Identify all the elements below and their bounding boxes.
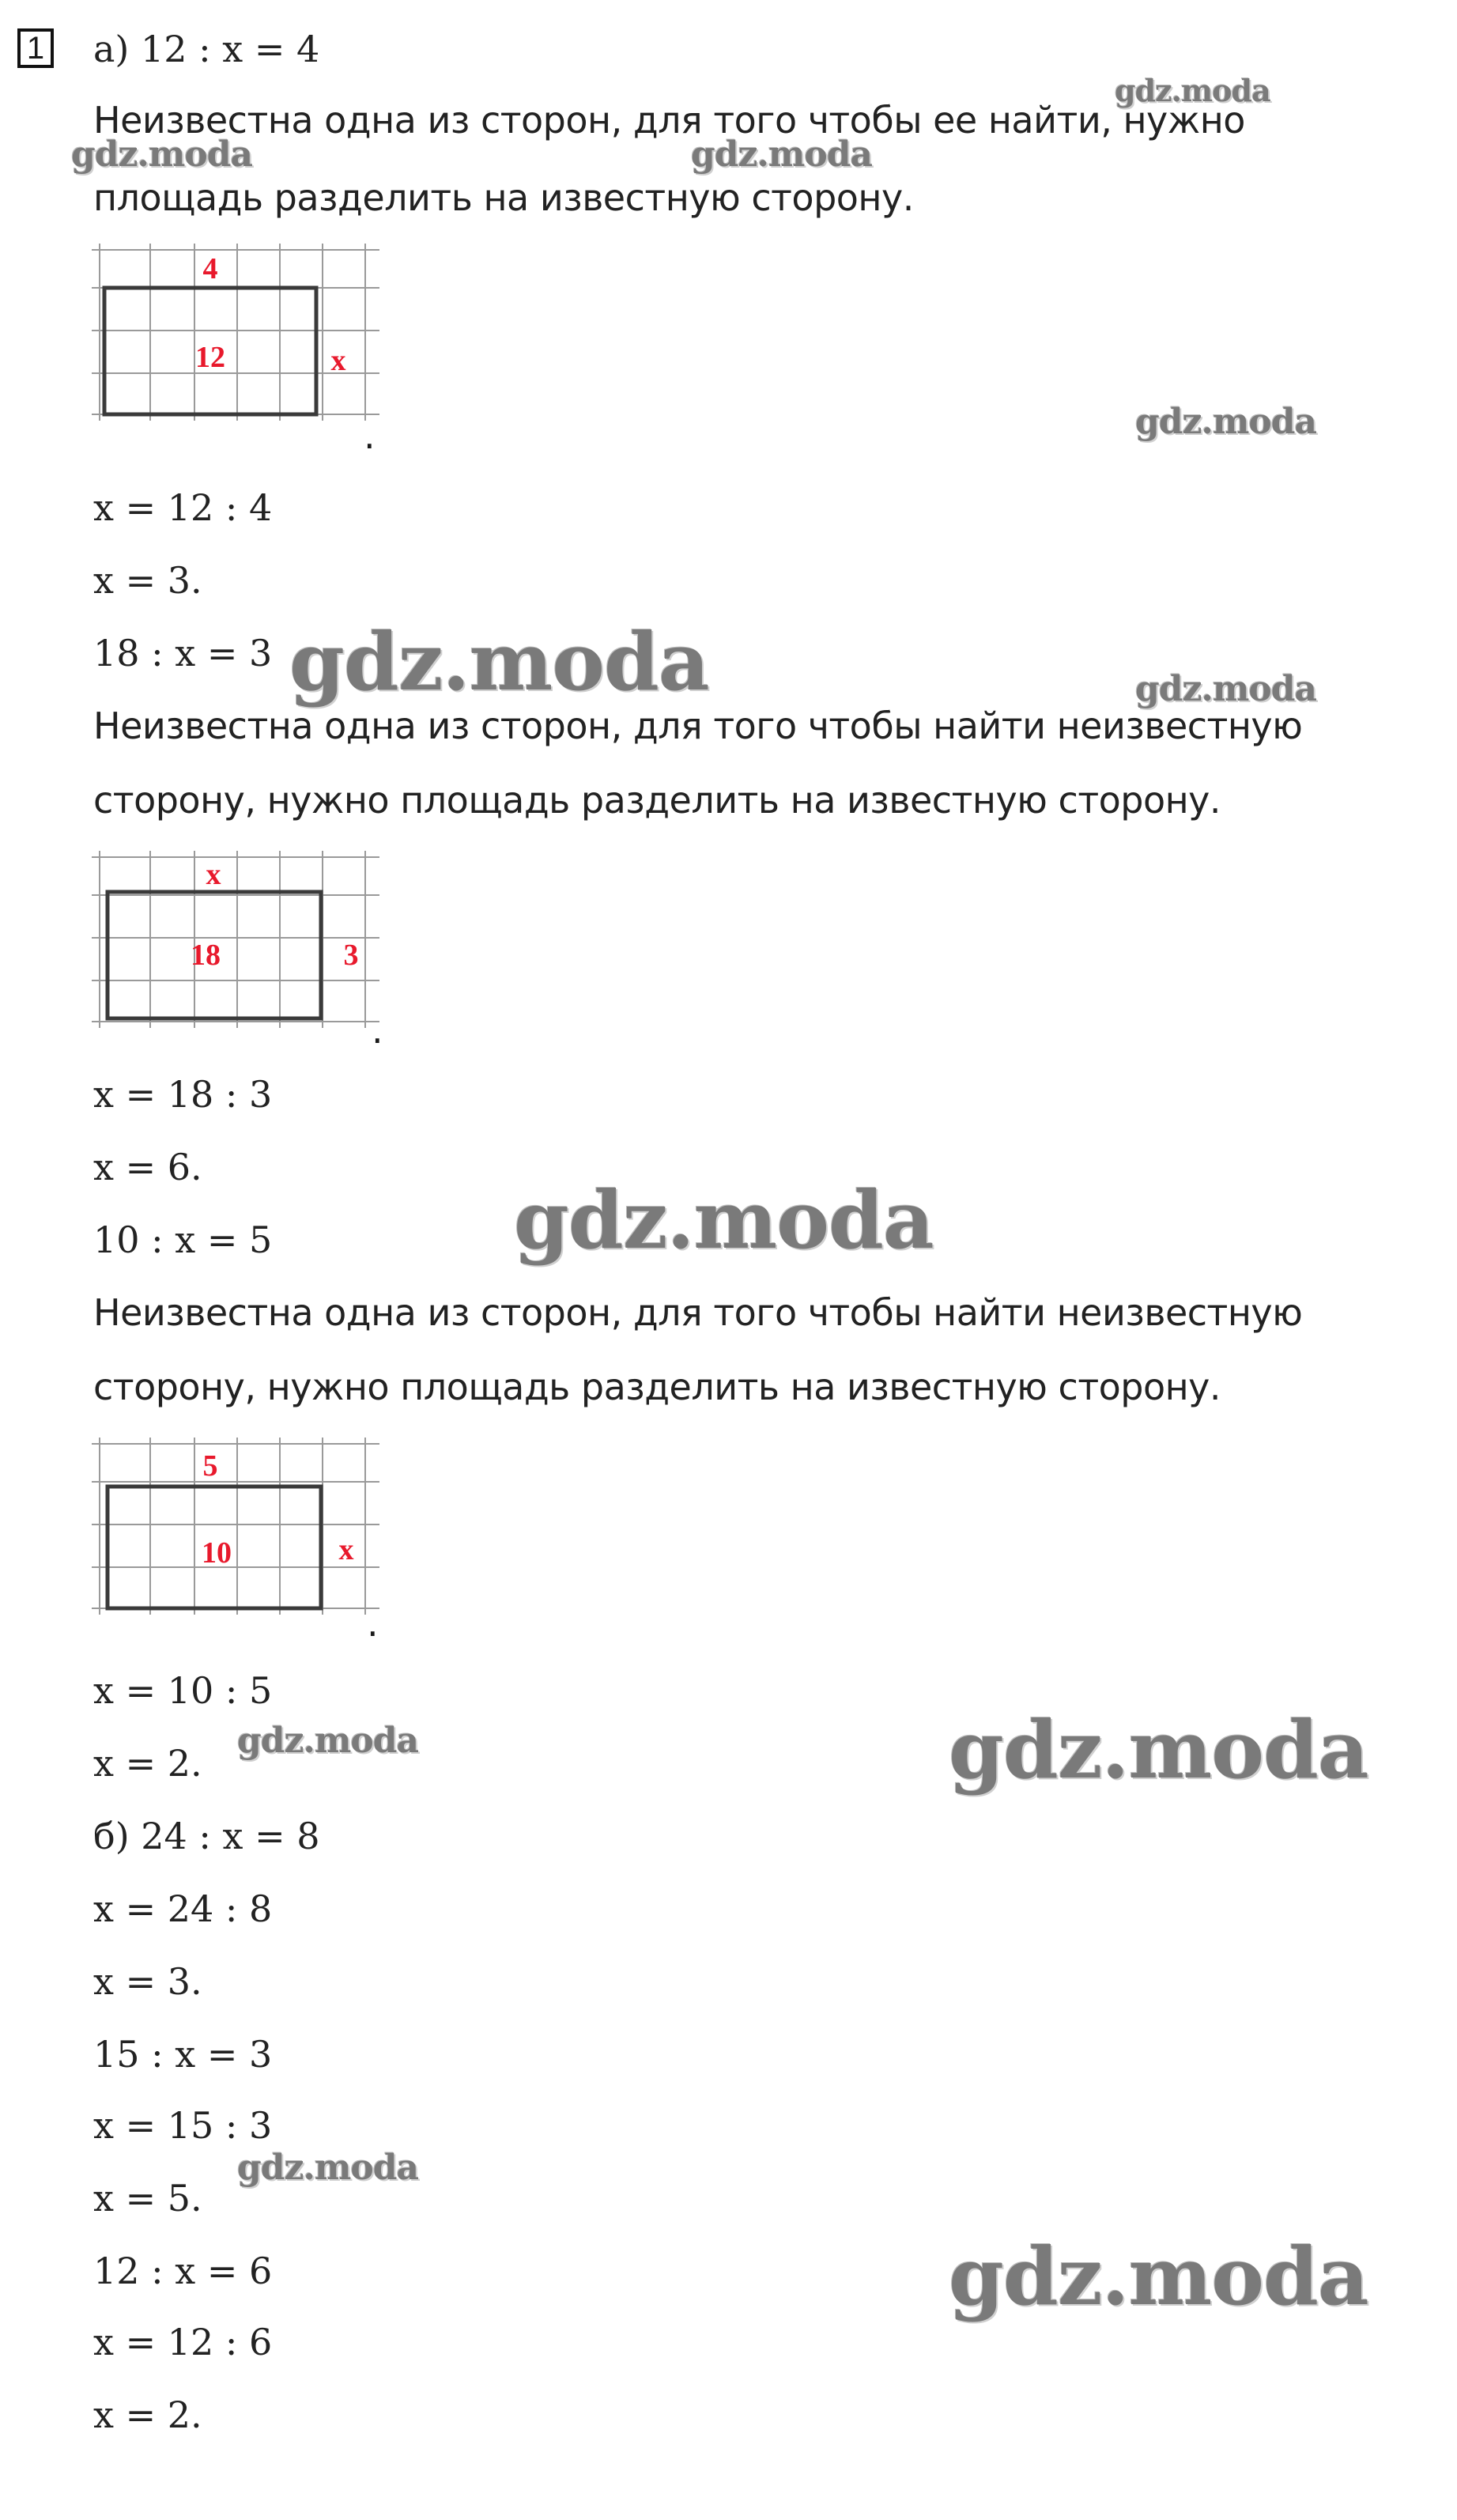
eq1-step: x = 12 : 4 (93, 486, 273, 529)
watermark: gdz.moda (237, 2148, 419, 2188)
task-number-box: 1 (17, 28, 54, 68)
eq3-label-center: 10 (202, 1536, 232, 1570)
eq2-step: x = 18 : 3 (93, 1073, 273, 1116)
watermark: gdz.moda (71, 134, 253, 175)
eq2-text-line2: сторону, нужно площадь разделить на известную сторону. (93, 779, 1221, 822)
part-b-line: x = 12 : 6 (93, 2321, 273, 2363)
eq1-label-right: x (330, 344, 346, 377)
eq1-text-line1: Неизвестна одна из сторон, для того чтобы ее найти, нужно (93, 99, 1245, 142)
eq3-text-line2: сторону, нужно площадь разделить на известную сторону. (93, 1366, 1221, 1408)
eq2-label-right: 3 (343, 939, 359, 972)
part-b-line: x = 3. (93, 1960, 202, 2003)
watermark: gdz.moda (691, 134, 873, 175)
part-b-line: x = 2. (93, 2393, 202, 2436)
watermark: gdz.moda (289, 615, 709, 708)
part-b-header: б) 24 : x = 8 (93, 1815, 320, 1857)
eq1-period: . (364, 414, 376, 457)
watermark: gdz.moda (514, 1173, 934, 1267)
part-b-line: 12 : x = 6 (93, 2250, 273, 2292)
eq1-answer: x = 3. (93, 559, 202, 602)
eq1-label-center: 12 (195, 341, 225, 374)
part-b-line: x = 15 : 3 (93, 2104, 273, 2147)
eq3-label-right: x (338, 1533, 354, 1566)
eq2-text-line1: Неизвестна одна из сторон, для того чтобы найти неизвестную (93, 705, 1303, 747)
eq2-answer: x = 6. (93, 1146, 202, 1188)
part-b-line: 15 : x = 3 (93, 2033, 273, 2076)
eq3-header: 10 : x = 5 (93, 1218, 273, 1261)
watermark: gdz.moda (949, 1703, 1368, 1796)
eq3-step: x = 10 : 5 (93, 1669, 273, 1712)
watermark: gdz.moda (237, 1721, 419, 1761)
eq2-label-center: 18 (191, 939, 221, 972)
watermark: gdz.moda (1115, 73, 1270, 108)
eq2-header: 18 : x = 3 (93, 632, 273, 674)
eq1-label-top: 4 (202, 252, 218, 285)
part-a-header: а) 12 : x = 4 (93, 28, 320, 70)
watermark: gdz.moda (1135, 402, 1317, 442)
eq3-answer: x = 2. (93, 1742, 202, 1785)
part-b-line: x = 5. (93, 2177, 202, 2220)
eq3-grid-figure (87, 1433, 387, 1619)
eq2-label-top: x (206, 858, 221, 891)
eq2-period: . (372, 1009, 383, 1052)
watermark: gdz.moda (949, 2230, 1368, 2323)
eq1-grid-figure (87, 239, 387, 425)
eq2-grid-figure (87, 846, 387, 1033)
watermark: gdz.moda (1135, 669, 1317, 709)
eq3-period: . (367, 1602, 379, 1645)
part-b-line: x = 24 : 8 (93, 1887, 273, 1930)
eq3-text-line1: Неизвестна одна из сторон, для того чтобы найти неизвестную (93, 1291, 1303, 1334)
eq1-text-line2: площадь разделить на известную сторону. (93, 176, 914, 219)
eq3-label-top: 5 (202, 1449, 218, 1483)
